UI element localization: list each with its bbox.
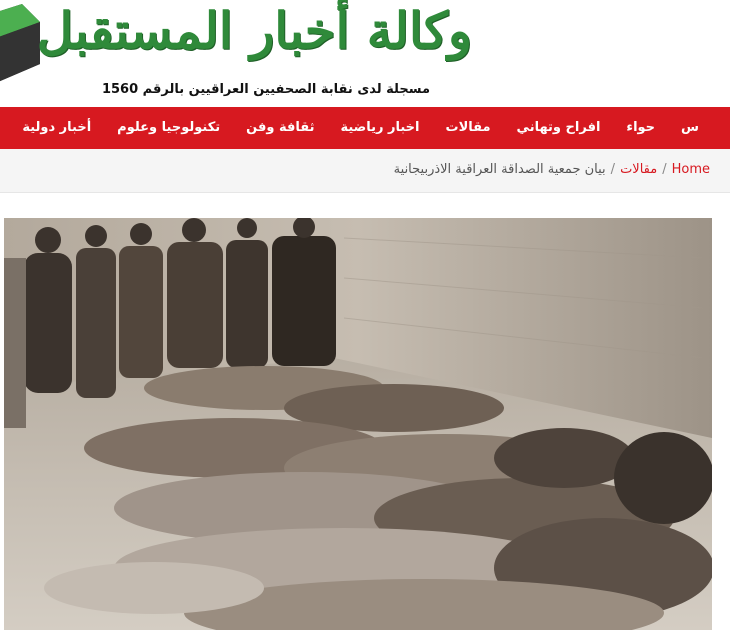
main-nav xyxy=(0,107,730,149)
site-title[interactable]: وكالة أخبار المستقبل xyxy=(36,1,472,60)
breadcrumb-separator: / xyxy=(610,162,616,177)
historical-photo-image xyxy=(4,218,712,630)
breadcrumb-separator: / xyxy=(662,162,667,177)
nav-item-tech-science[interactable]: تكنولوجيا وعلوم xyxy=(117,120,221,135)
nav-item-women[interactable]: حواء xyxy=(626,120,656,135)
breadcrumb-home-link[interactable]: Home xyxy=(671,162,710,177)
breadcrumb-current: بيان جمعية الصداقة العراقية الاذربيجانية xyxy=(393,162,606,177)
nav-items xyxy=(0,107,712,149)
nav-item-sports[interactable]: اخبار رياضية xyxy=(340,120,420,135)
breadcrumb-trail xyxy=(394,162,710,177)
featured-image xyxy=(4,218,712,630)
nav-item-international-news[interactable]: أخبار دولية xyxy=(22,120,92,135)
site-subtitle: مسجلة لدى نقابة الصحفيين العراقيين بالرقم 1560 xyxy=(101,82,430,97)
cube-logo-icon[interactable] xyxy=(0,4,40,88)
nav-item-articles[interactable]: مقالات xyxy=(445,120,491,135)
breadcrumb xyxy=(0,149,730,193)
nav-item-celebrations[interactable]: افراح وتهاني xyxy=(516,120,601,135)
nav-item-iraq-news[interactable] xyxy=(0,107,9,149)
nav-item-more[interactable]: س xyxy=(681,120,699,135)
breadcrumb-section-link[interactable]: مقالات xyxy=(620,162,658,177)
site-header xyxy=(0,0,730,106)
nav-item-culture-art[interactable]: ثقافة وفن xyxy=(246,120,315,135)
